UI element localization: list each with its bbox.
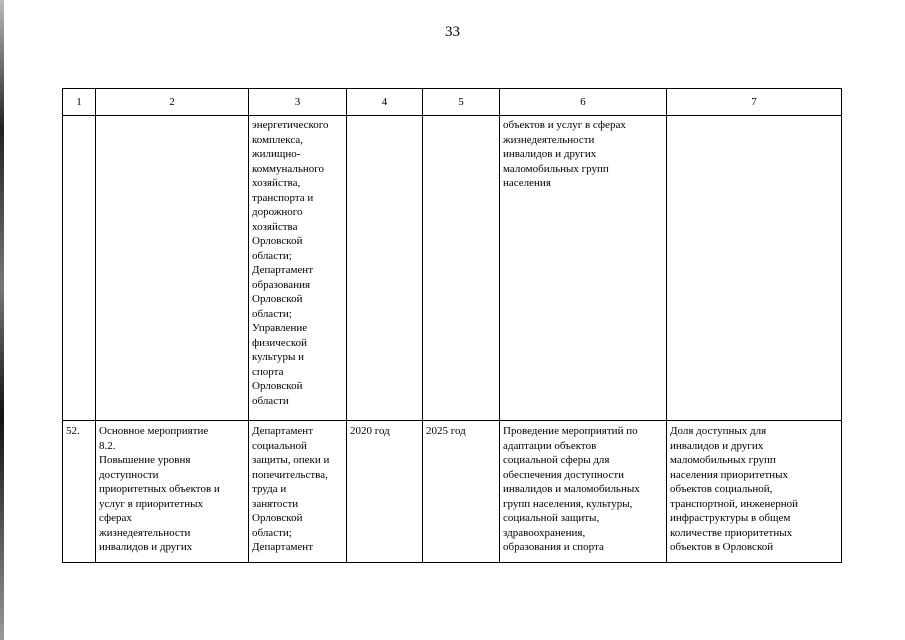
header-col-7: 7 bbox=[667, 89, 842, 116]
cont-row-number-cell bbox=[63, 116, 96, 421]
header-col-2: 2 bbox=[96, 89, 249, 116]
header-col-1: 1 bbox=[63, 89, 96, 116]
cont-row-measure-cell bbox=[96, 116, 249, 421]
cont-row-start-cell bbox=[347, 116, 423, 421]
cont-row-end-cell bbox=[423, 116, 500, 421]
header-col-4: 4 bbox=[347, 89, 423, 116]
scan-left-edge bbox=[0, 0, 4, 640]
measures-table bbox=[62, 88, 842, 563]
row-52-indicator-cell: Доля доступных для инвалидов и других маломобильных групп населения приоритетных объектов социальной, транспортной, инженерной инфраструктуры в общем количестве приоритетных объектов в Орловской bbox=[667, 421, 842, 563]
cont-row-indicator-cell bbox=[667, 116, 842, 421]
row-52-executor-cell: Департамент социальной защиты, опеки и попечительства, труда и занятости Орловской области; Департамент bbox=[249, 421, 347, 563]
header-col-3: 3 bbox=[249, 89, 347, 116]
page-number: 33 bbox=[445, 24, 460, 40]
table-row bbox=[63, 421, 842, 563]
row-52-measure-cell: Основное мероприятие 8.2. Повышение уровня доступности приоритетных объектов и услуг в приоритетных сферах жизнедеятельности инвалидов и других bbox=[96, 421, 249, 563]
cont-row-executor-cell: энергетического комплекса, жилищно- коммунального хозяйства, транспорта и дорожного хозяйства Орловской области; Департамент образования Орловской области; Управление физической культуры и спорта Орловской области bbox=[249, 116, 347, 421]
cont-row-result-cell: объектов и услуг в сферах жизнедеятельности инвалидов и других маломобильных групп населения bbox=[500, 116, 667, 421]
row-52-start-cell: 2020 год bbox=[347, 421, 423, 563]
row-52-end-cell: 2025 год bbox=[423, 421, 500, 563]
header-col-5: 5 bbox=[423, 89, 500, 116]
table-header-row bbox=[63, 89, 842, 116]
table-row bbox=[63, 116, 842, 421]
row-52-number-cell: 52. bbox=[63, 421, 96, 563]
header-col-6: 6 bbox=[500, 89, 667, 116]
row-52-result-cell: Проведение мероприятий по адаптации объектов социальной сферы для обеспечения доступности инвалидов и маломобильных групп населения, культуры, социальной защиты, здравоохранения, образования и спорта bbox=[500, 421, 667, 563]
